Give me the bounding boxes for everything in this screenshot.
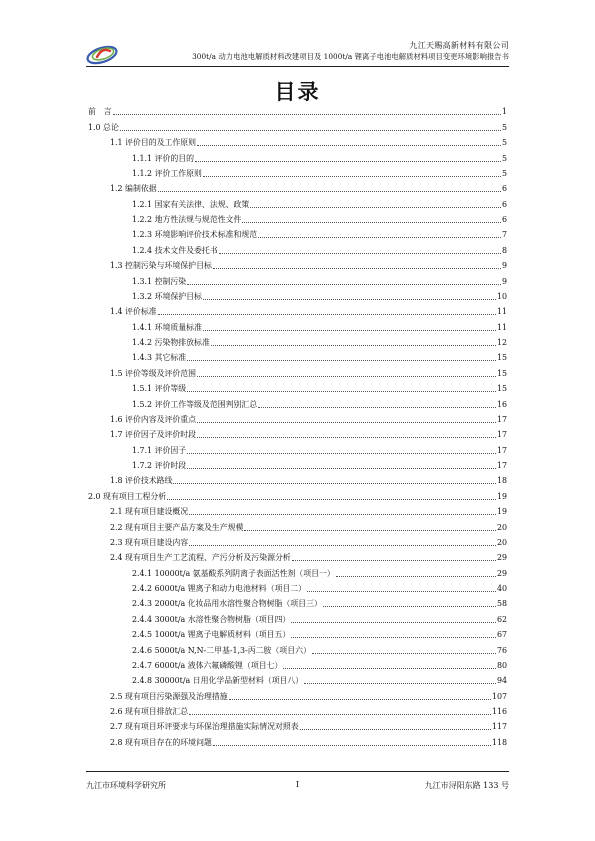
toc-entry-title: 1.7.1 评价因子: [132, 445, 187, 455]
toc-entry-title: 1.3 控制污染与环境保护目标: [110, 261, 212, 271]
toc-entry-page: 17: [496, 430, 507, 440]
toc-dot-leader: [189, 545, 496, 546]
toc-entry-title: 2.7 现有项目环评要求与环保治理措施实际情况对照表: [110, 722, 299, 732]
toc-entry-title: 2.4.5 1000t/a 锂离子电解质材料（项目五）: [132, 630, 291, 640]
toc-entry[interactable]: [88, 488, 507, 503]
toc-dot-leader: [336, 576, 496, 577]
toc-entry-title: 2.4.6 5000t/a N,N-二甲基-1,3-丙二胺（项目六）: [132, 645, 311, 655]
toc-dot-leader: [312, 653, 496, 654]
toc-entry-page: 17: [496, 414, 507, 424]
toc-entry-title: 1.4.2 污染物排放标准: [132, 338, 210, 347]
toc-entry-title: 1.4.3 其它标准: [132, 353, 187, 363]
toc-dot-leader: [158, 314, 496, 315]
toc-entry[interactable]: [88, 734, 507, 749]
toc-entry-page: 15: [496, 368, 507, 378]
toc-entry-page: 5: [501, 168, 507, 178]
toc-entry-page: 20: [496, 522, 507, 532]
toc-entry[interactable]: [88, 166, 507, 181]
toc-entry[interactable]: [88, 319, 507, 334]
toc-entry-page: 6: [501, 199, 507, 209]
toc-entry-title: 1.2.1 国家有关法律、法规、政策: [132, 199, 250, 209]
toc-dot-leader: [195, 161, 501, 162]
toc-entry[interactable]: [88, 289, 507, 304]
toc-entry-page: 6: [501, 184, 507, 194]
toc-entry[interactable]: [88, 181, 507, 196]
toc-dot-leader: [187, 360, 496, 361]
toc-entry[interactable]: [88, 519, 507, 534]
toc-entry-page: 76: [496, 645, 507, 655]
toc-entry[interactable]: [88, 242, 507, 257]
toc-entry[interactable]: [88, 565, 507, 580]
toc-entry-page: 9: [501, 276, 507, 286]
toc-dot-leader: [242, 222, 501, 223]
toc-entry[interactable]: [88, 611, 507, 626]
toc-dot-leader: [258, 407, 496, 408]
table-of-contents: [88, 104, 507, 750]
toc-dot-leader: [283, 668, 496, 669]
toc-entry[interactable]: [88, 504, 507, 519]
page-title: 目录: [274, 79, 321, 104]
company-logo-icon: [86, 42, 120, 66]
toc-entry-title: 2.2 现有项目主要产品方案及生产规模: [110, 522, 244, 532]
toc-entry[interactable]: [88, 119, 507, 134]
toc-entry-title: 1.2.4 技术文件及委托书: [132, 245, 218, 255]
toc-entry-title: 1.7.2 评价时段: [132, 461, 187, 470]
toc-dot-leader: [291, 622, 496, 623]
toc-entry[interactable]: [88, 227, 507, 242]
toc-entry-title: 2.5 现有项目污染源强及治理措施: [110, 691, 228, 701]
toc-entry-page: 80: [496, 660, 507, 670]
toc-entry-page: 17: [496, 461, 507, 470]
toc-entry-title: 2.3 现有项目建设内容: [110, 537, 189, 547]
toc-entry[interactable]: [88, 412, 507, 427]
toc-entry-page: 12: [496, 338, 507, 347]
toc-entry-page: 58: [496, 599, 507, 609]
toc-entry-page: 15: [496, 353, 507, 363]
company-name: 九江天赐高新材料有限公司: [409, 41, 509, 50]
toc-entry[interactable]: [88, 381, 507, 396]
toc-entry-title: 1.7 评价因子及评价时段: [110, 430, 197, 440]
toc-entry-title: 1.3.1 控制污染: [132, 276, 187, 286]
footer-divider: [86, 771, 509, 772]
toc-entry-page: 19: [496, 507, 507, 517]
toc-entry-page: 11: [496, 322, 507, 332]
toc-entry-page: 7: [501, 230, 507, 240]
toc-entry-title: 1.4 评价标准: [110, 307, 157, 317]
toc-dot-leader: [203, 176, 501, 177]
toc-entry[interactable]: [88, 658, 507, 673]
toc-entry-page: 16: [496, 399, 507, 409]
toc-entry[interactable]: [88, 535, 507, 550]
toc-dot-leader: [258, 237, 501, 238]
toc-dot-leader: [173, 483, 496, 484]
toc-entry-page: 62: [496, 614, 507, 624]
toc-entry-page: 116: [491, 707, 507, 716]
toc-entry-title: 1.1 评价目的及工作原则: [110, 138, 197, 148]
toc-entry-title: 2.6 现有项目排放汇总: [110, 707, 189, 716]
toc-entry-title: 1.5.2 评价工作等级及范围判别汇总: [132, 399, 258, 409]
page-number: I: [295, 780, 300, 789]
toc-entry[interactable]: [88, 335, 507, 350]
toc-entry-page: 15: [496, 384, 507, 394]
toc-entry[interactable]: [88, 196, 507, 211]
toc-dot-leader: [113, 114, 501, 115]
toc-entry[interactable]: [88, 627, 507, 642]
toc-entry-page: 118: [491, 737, 507, 747]
toc-entry[interactable]: [88, 596, 507, 611]
toc-entry-title: 1.2.3 环境影响评价技术标准和规范: [132, 230, 258, 240]
toc-entry-page: 5: [501, 138, 507, 148]
toc-entry-page: 29: [496, 553, 507, 563]
toc-entry-page: 8: [501, 245, 507, 255]
footer-organization: 九江市环境科学研究所: [86, 781, 166, 790]
toc-entry[interactable]: [88, 458, 507, 473]
toc-dot-leader: [197, 376, 496, 377]
toc-dot-leader: [229, 699, 491, 700]
toc-entry[interactable]: [88, 365, 507, 380]
toc-entry[interactable]: [88, 258, 507, 273]
toc-entry-page: 5: [501, 122, 507, 132]
toc-entry-title: 2.8 现有项目存在的环境问题: [110, 737, 212, 747]
toc-dot-leader: [213, 268, 501, 269]
toc-entry-title: 1.5.1 评价等级: [132, 384, 187, 394]
toc-dot-leader: [167, 499, 496, 500]
toc-entry-title: 2.4 现有项目生产工艺流程、产污分析及污染源分析: [110, 553, 291, 563]
toc-dot-leader: [197, 145, 501, 146]
header-divider: [86, 66, 509, 67]
toc-entry-title: 1.0 总论: [88, 122, 119, 132]
toc-dot-leader: [197, 422, 496, 423]
toc-entry[interactable]: [88, 719, 507, 734]
toc-entry-page: 17: [496, 445, 507, 455]
toc-entry-page: 67: [496, 630, 507, 640]
toc-entry[interactable]: [88, 673, 507, 688]
footer-address: 九江市浔阳东路 133 号: [424, 781, 509, 790]
toc-dot-leader: [187, 391, 496, 392]
toc-entry-page: 29: [496, 568, 507, 578]
toc-entry-title: 2.4.3 2000t/a 化妆品用水溶性聚合物树脂（项目三）: [132, 599, 322, 609]
toc-entry-page: 117: [491, 722, 507, 732]
toc-dot-leader: [213, 745, 491, 746]
toc-entry-page: 1: [501, 107, 507, 117]
toc-entry[interactable]: [88, 550, 507, 565]
toc-entry-page: 19: [496, 491, 507, 501]
toc-entry-page: 5: [501, 153, 507, 163]
toc-entry[interactable]: [88, 642, 507, 657]
toc-entry-title: 1.8 评价技术路线: [110, 476, 173, 486]
toc-entry-title: 2.1 现有项目建设概况: [110, 507, 189, 517]
toc-entry[interactable]: [88, 442, 507, 457]
toc-entry[interactable]: [88, 704, 507, 719]
toc-entry-title: 1.4.1 环境质量标准: [132, 322, 202, 332]
toc-entry[interactable]: [88, 427, 507, 442]
toc-entry-title: 1.3.2 环境保护目标: [132, 291, 202, 301]
toc-dot-leader: [323, 606, 496, 607]
toc-entry-page: 94: [496, 676, 507, 686]
toc-entry-page: 40: [496, 584, 507, 593]
toc-dot-leader: [219, 253, 501, 254]
toc-entry[interactable]: [88, 396, 507, 411]
toc-entry[interactable]: [88, 304, 507, 319]
report-title: 300t/a 动力电池电解质材料改建项目及 1000t/a 锂离子电池电解质材料项目变更环境影响报告书: [192, 52, 509, 61]
toc-entry[interactable]: [88, 104, 507, 119]
toc-entry-title: 2.4.7 6000t/a 液体六氟磷酸锂（项目七）: [132, 660, 283, 670]
toc-dot-leader: [250, 207, 501, 208]
toc-dot-leader: [211, 345, 496, 346]
toc-dot-leader: [120, 130, 501, 131]
toc-dot-leader: [189, 514, 496, 515]
toc-entry-page: 6: [501, 215, 507, 224]
toc-entry[interactable]: [88, 273, 507, 288]
toc-entry[interactable]: [88, 688, 507, 703]
toc-entry-title: 1.5 评价等级及评价范围: [110, 368, 197, 378]
toc-entry[interactable]: [88, 150, 507, 165]
toc-entry[interactable]: [88, 581, 507, 596]
toc-entry-page: 18: [496, 476, 507, 486]
toc-dot-leader: [292, 560, 496, 561]
toc-entry-page: 11: [496, 307, 507, 317]
toc-entry-title: 2.4.4 3000t/a 水溶性聚合物树脂（项目四）: [132, 614, 291, 624]
toc-entry-title: 2.0 现有项目工程分析: [88, 491, 167, 501]
toc-entry-page: 20: [496, 537, 507, 547]
toc-dot-leader: [187, 284, 501, 285]
toc-entry[interactable]: [88, 212, 507, 227]
toc-entry-title: 2.4.8 30000t/a 日用化学品新型材料（项目八）: [132, 676, 304, 686]
toc-dot-leader: [197, 437, 496, 438]
toc-dot-leader: [187, 468, 496, 469]
toc-entry-title: 1.2.2 地方性法规与规范性文件: [132, 215, 242, 224]
toc-entry-page: 10: [496, 291, 507, 301]
toc-dot-leader: [189, 714, 491, 715]
toc-entry-title: 2.4.1 10000t/a 氨基酸系列阴离子表面活性剂（项目一）: [132, 568, 335, 578]
toc-dot-leader: [307, 591, 496, 592]
toc-entry-title: 1.1.2 评价工作原则: [132, 168, 202, 178]
toc-entry[interactable]: [88, 350, 507, 365]
toc-dot-leader: [300, 729, 491, 730]
toc-dot-leader: [203, 330, 496, 331]
toc-dot-leader: [158, 191, 501, 192]
toc-entry-title: 1.6 评价内容及评价重点: [110, 414, 197, 424]
toc-entry-page: 9: [501, 261, 507, 271]
toc-dot-leader: [304, 683, 496, 684]
toc-dot-leader: [187, 453, 496, 454]
toc-entry[interactable]: [88, 135, 507, 150]
toc-entry-title: 1.1.1 评价的目的: [132, 153, 195, 163]
toc-dot-leader: [244, 530, 496, 531]
toc-entry-title: 1.2 编制依据: [110, 184, 157, 194]
toc-entry-page: 107: [491, 691, 507, 701]
toc-entry-title: 前 言: [88, 107, 112, 117]
toc-entry-title: 2.4.2 6000t/a 锂离子和动力电池材料（项目二）: [132, 584, 307, 593]
toc-entry[interactable]: [88, 473, 507, 488]
toc-dot-leader: [203, 299, 496, 300]
toc-dot-leader: [291, 637, 496, 638]
